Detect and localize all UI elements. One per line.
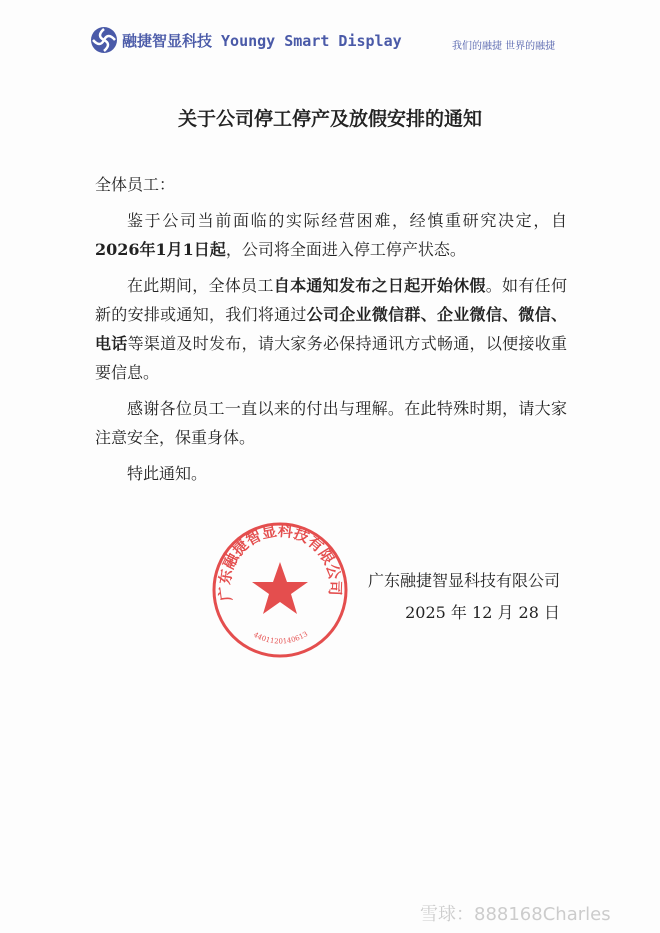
paragraph-text: 。如有任何新的安排或通知，我们将通过	[95, 276, 567, 324]
svg-text:4401120140613	[252, 630, 309, 645]
seal-star-icon	[252, 562, 308, 614]
issue-date: 2025 年 12 月 28 日	[405, 603, 560, 622]
emphasis-text: 自本通知发布之日起开始休假	[273, 276, 486, 295]
paragraph-text: 感谢各位员工一直以来的付出与理解。在此特殊时期，请大家注意安全，保重身体。	[95, 399, 567, 447]
paragraph-text: 在此期间，全体员工	[127, 276, 274, 295]
paragraph-text: 鉴于公司当前面临的实际经营困难，经慎重研究决定，自	[127, 211, 567, 230]
paragraph-text: ，公司将全面进入停工停产状态。	[225, 240, 466, 259]
paragraph	[95, 271, 567, 387]
paragraph-text: 特此通知。	[127, 464, 208, 483]
document-body	[95, 170, 567, 495]
signature-block	[368, 565, 560, 629]
company-seal	[210, 520, 350, 660]
seal-number: 4401120140613	[251, 630, 310, 646]
letterhead	[90, 26, 402, 54]
watermark: 雪球：888168Charles	[420, 904, 611, 925]
paragraph	[95, 394, 567, 452]
emphasis-text: 公司企业微信群、企业微信、微信、电话	[95, 305, 567, 353]
salutation: 全体员工：	[95, 175, 176, 194]
slogan: 我们的融捷 世界的融捷	[452, 41, 556, 52]
swirl-logo-icon	[90, 26, 118, 54]
paragraph-text: 等渠道及时发布，请大家务必保持通讯方式畅通，以便接收重要信息。	[95, 334, 567, 382]
document-title: 关于公司停工停产及放假安排的通知	[177, 108, 482, 130]
seal-text: 广东融捷智显科技有限公司	[215, 521, 345, 603]
paragraphs	[95, 206, 567, 488]
paragraph	[95, 459, 567, 488]
brand-name: 融捷智显科技 Youngy Smart Display	[122, 31, 402, 50]
company-name: 广东融捷智显科技有限公司	[367, 571, 560, 590]
paragraph	[95, 206, 567, 264]
emphasis-text: 2026年1月1日起	[95, 240, 226, 259]
